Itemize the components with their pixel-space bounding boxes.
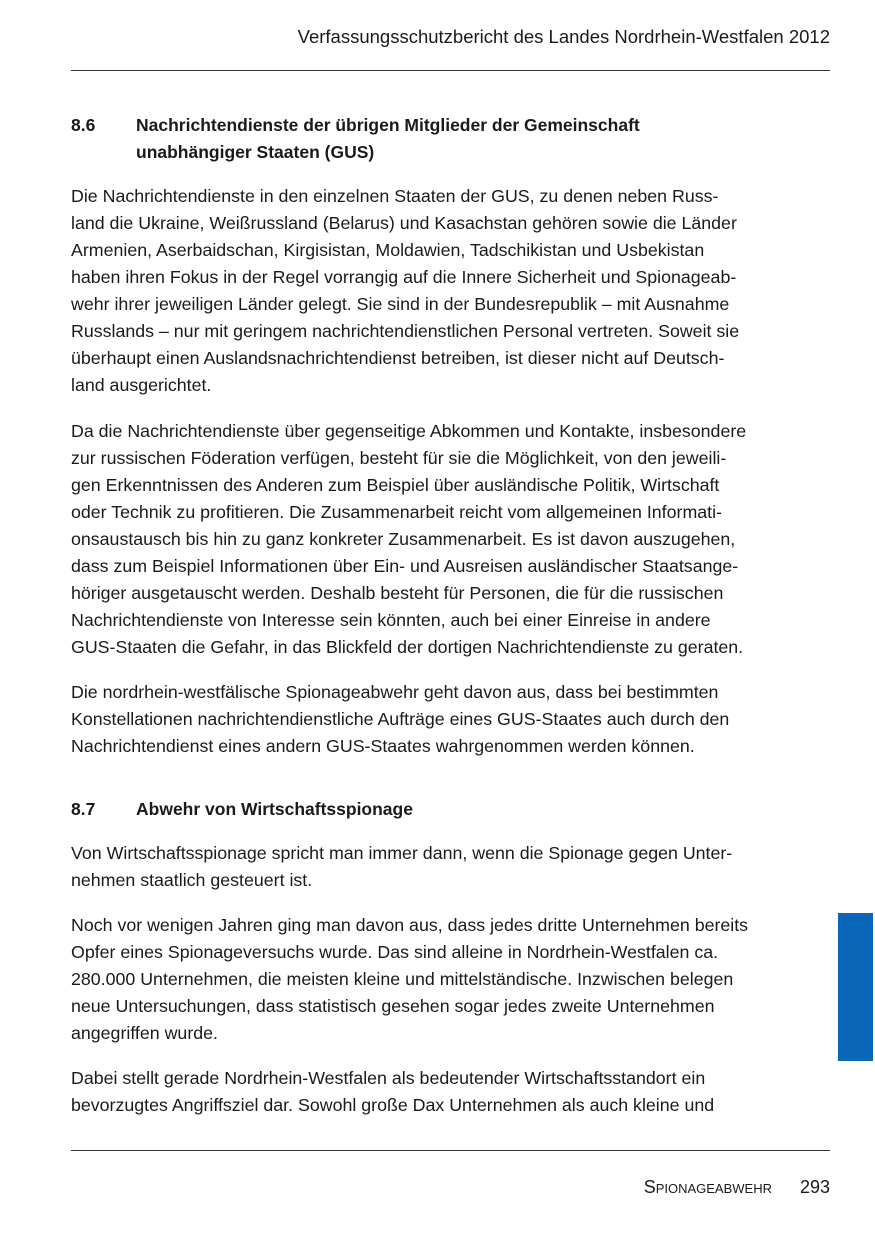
text-line: Konstellationen nachrichtendienstliche Aufträge eines GUS-Staates auch durch den xyxy=(71,709,730,729)
text-line: dass zum Beispiel Informationen über Ein- und Ausreisen ausländischer Staatsange- xyxy=(71,556,739,576)
paragraph xyxy=(71,912,748,1047)
text-line: Opfer eines Spionageversuchs wurde. Das sind alleine in Nordrhein-Westfalen ca. xyxy=(71,942,719,962)
text-line: haben ihren Fokus in der Regel vorrangig auf die Innere Sicherheit und Spionageab- xyxy=(71,267,737,287)
text-line: neue Untersuchungen, dass statistisch gesehen sogar jedes zweite Unternehmen xyxy=(71,996,715,1016)
text-line: 280.000 Unternehmen, die meisten kleine und mittelständische. Inzwischen belegen xyxy=(71,969,734,989)
paragraph xyxy=(71,418,746,661)
chapter-tab-marker xyxy=(838,913,873,1061)
text-line: onsaustausch bis hin zu ganz konkreter Zusammenarbeit. Es ist davon auszugehen, xyxy=(71,529,736,549)
header-divider xyxy=(71,70,830,71)
page-number: 293 xyxy=(799,1177,830,1197)
text-line: überhaupt einen Auslandsnachrichtendienst betreiben, ist dieser nicht auf Deutsch- xyxy=(71,348,725,368)
section-title-line: unabhängiger Staaten (GUS) xyxy=(136,142,375,162)
text-line: Die Nachrichtendienste in den einzelnen Staaten der GUS, zu denen neben Russ- xyxy=(71,186,719,206)
text-line: höriger ausgetauscht werden. Deshalb besteht für Personen, die für die russischen xyxy=(71,583,724,603)
footer-section-title: Spionageabwehr xyxy=(643,1177,772,1197)
footer-divider xyxy=(71,1150,830,1151)
text-line: land die Ukraine, Weißrussland (Belarus) und Kasachstan gehören sowie die Länder xyxy=(71,213,737,233)
section-number: 8.6 xyxy=(71,115,96,135)
paragraph xyxy=(71,679,729,760)
section-heading-8-7 xyxy=(71,796,771,823)
text-line: GUS-Staaten die Gefahr, in das Blickfeld der dortigen Nachrichtendienste zu geraten. xyxy=(71,637,744,657)
running-header: Verfassungsschutzbericht des Landes Nordrhein-Westfalen 2012 xyxy=(297,26,830,47)
paragraph xyxy=(71,1065,714,1119)
text-line: angegriffen wurde. xyxy=(71,1023,218,1043)
text-line: bevorzugtes Angriffsziel dar. Sowohl große Dax Unternehmen als auch kleine und xyxy=(71,1095,715,1115)
section-title: Abwehr von Wirtschaftsspionage xyxy=(136,799,413,819)
text-line: land ausgerichtet. xyxy=(71,375,212,395)
paragraph xyxy=(71,183,739,399)
text-line: gen Erkenntnissen des Anderen zum Beispiel über ausländische Politik, Wirtschaft xyxy=(71,475,720,495)
text-line: Die nordrhein-westfälische Spionageabwehr geht davon aus, dass bei bestimmten xyxy=(71,682,719,702)
text-line: Noch vor wenigen Jahren ging man davon aus, dass jedes dritte Unternehmen bereits xyxy=(71,915,749,935)
text-line: Russlands – nur mit geringem nachrichtendienstlichen Personal vertreten. Soweit sie xyxy=(71,321,740,341)
text-line: Dabei stellt gerade Nordrhein-Westfalen als bedeutender Wirtschaftsstandort ein xyxy=(71,1068,706,1088)
text-line: zur russischen Föderation verfügen, besteht für sie die Möglichkeit, von den jeweili- xyxy=(71,448,727,468)
text-line: wehr ihrer jeweiligen Länder gelegt. Sie sind in der Bundesrepublik – mit Ausnahme xyxy=(71,294,730,314)
text-line: Nachrichtendienste von Interesse sein könnten, auch bei einer Einreise in andere xyxy=(71,610,711,630)
text-line: Armenien, Aserbaidschan, Kirgisistan, Moldawien, Tadschikistan und Usbekistan xyxy=(71,240,705,260)
section-title-line: Nachrichtendienste der übrigen Mitglieder der Gemeinschaft xyxy=(136,115,640,135)
text-line: Da die Nachrichtendienste über gegenseitige Abkommen und Kontakte, insbesondere xyxy=(71,421,747,441)
paragraph xyxy=(71,840,732,894)
section-heading-8-6 xyxy=(71,112,771,166)
text-line: oder Technik zu profitieren. Die Zusammenarbeit reicht vom allgemeinen Informati- xyxy=(71,502,722,522)
section-number: 8.7 xyxy=(71,799,96,819)
text-line: Nachrichtendienst eines andern GUS-Staates wahrgenommen werden können. xyxy=(71,736,695,756)
section-title xyxy=(136,112,640,166)
text-line: nehmen staatlich gesteuert ist. xyxy=(71,870,313,890)
text-line: Von Wirtschaftsspionage spricht man immer dann, wenn die Spionage gegen Unter- xyxy=(71,843,733,863)
